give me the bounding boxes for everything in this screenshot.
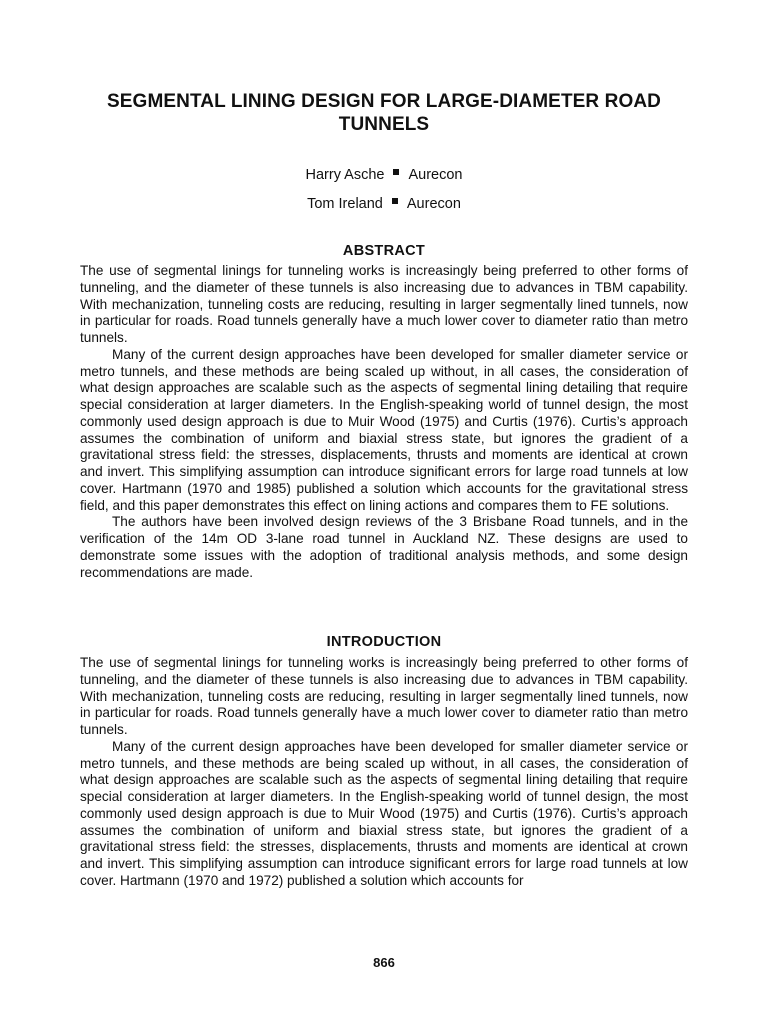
- abstract-paragraph: Many of the current design approaches have been developed for smaller diameter service or metro tunnels, and these methods are being scaled up without, in all cases, the consideration of what design approaches are scalable such as the aspects of segmental lining detailing that require special consideration at larger diameters. In the English-speaking world of tunnel design, the most commonly used design approach is due to Muir Wood (1975) and Curtis (1976). Curtis’s approach assumes the combination of uniform and biaxial stress state, but ignores the gradient of a gravitational stress field: the stresses, displacements, thrusts and moments are identical at crown and invert. This simplifying assumption can introduce significant errors for large road tunnels at low cover. Hartmann (1970 and 1985) published a solution which accounts for the gravitational stress field, and this paper demonstrates this effect on lining actions and compares them to FE solutions.: [80, 346, 688, 513]
- introduction-paragraph: Many of the current design approaches have been developed for smaller diameter service or metro tunnels, and these methods are being scaled up without, in all cases, the consideration of what design approaches are scalable such as the aspects of segmental lining detailing that require special consideration at larger diameters. In the English-speaking world of tunnel design, the most commonly used design approach is due to Muir Wood (1975) and Curtis (1976). Curtis’s approach assumes the combination of uniform and biaxial stress state, but ignores the gradient of a gravitational stress field: the stresses, displacements, thrusts and moments are identical at crown and invert. This simplifying assumption can introduce significant errors for large road tunnels at low cover. Hartmann (1970 and 1972) published a solution which accounts for: [80, 738, 688, 888]
- author-name: Harry Asche: [305, 167, 385, 183]
- author-name: Tom Ireland: [307, 196, 383, 212]
- abstract-paragraph: The authors have been involved design reviews of the 3 Brisbane Road tunnels, and in the verification of the 14m OD 3-lane road tunnel in Auckland NZ. These designs are used to demonstrate some issues with the adoption of traditional analysis methods, and some design recommendations are made.: [80, 514, 688, 580]
- page-number: 866: [373, 955, 395, 970]
- introduction-paragraph: The use of segmental linings for tunneling works is increasingly being preferred to other forms of tunneling, and the diameter of these tunnels is also increasing due to advances in TBM capability. With mechanization, tunneling costs are reducing, resulting in larger segmentally lined tunnels, now in particular for roads. Road tunnels generally have a much lower cover to diameter ratio than metro tunnels.: [80, 655, 688, 737]
- author-affiliation: Aurecon: [408, 167, 463, 183]
- separator-square-icon: [392, 198, 398, 204]
- abstract-paragraph: The use of segmental linings for tunneling works is increasingly being preferred to other forms of tunneling, and the diameter of these tunnels is also increasing due to advances in TBM capability. With mechanization, tunneling costs are reducing, resulting in larger segmentally lined tunnels, now in particular for roads. Road tunnels generally have a much lower cover to diameter ratio than metro tunnels.: [80, 263, 688, 345]
- abstract-heading: ABSTRACT: [342, 243, 426, 259]
- paper-title: SEGMENTAL LINING DESIGN FOR LARGE-DIAMETER ROAD TUNNELS: [107, 91, 661, 135]
- separator-square-icon: [393, 169, 399, 175]
- author-line-1: [0, 166, 768, 184]
- introduction-body: [80, 655, 688, 890]
- abstract-body: [80, 263, 688, 581]
- author-affiliation: Aurecon: [406, 196, 461, 212]
- author-line-2: [0, 195, 768, 213]
- introduction-heading: INTRODUCTION: [326, 634, 442, 650]
